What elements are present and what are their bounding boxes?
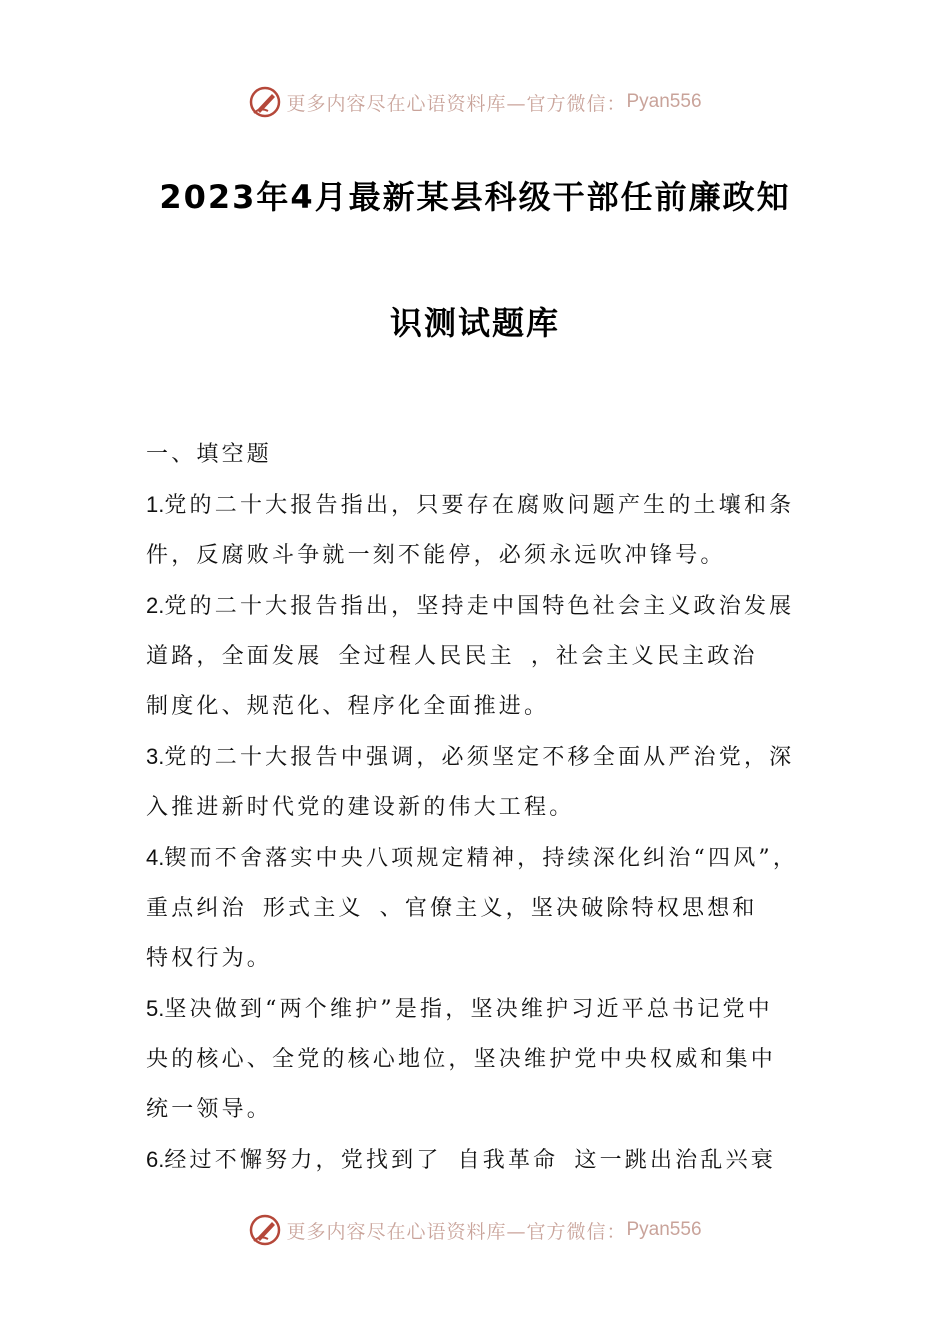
banner-wechat-id: Pyan556: [626, 1219, 702, 1240]
section-heading: 一、填空题: [146, 442, 273, 467]
pen-logo-icon: [248, 1213, 282, 1247]
banner-text: 更多内容尽在心语资料库—官方微信：: [286, 1220, 627, 1243]
question-number: 4.: [146, 845, 165, 870]
question-5: [146, 984, 826, 1035]
question-text: 党的二十大报告指出，坚持走中国特色社会主义政治发展: [164, 594, 795, 619]
question-text: 党的二十大报告中强调，必须坚定不移全面从严治党，深: [164, 745, 795, 770]
question-2-cont2: 制度化、规范化、程序化全面推进。: [146, 694, 550, 719]
pen-logo-icon: [248, 85, 282, 119]
question-2-cont: [146, 632, 826, 682]
question-text: 锲而不舍落实中央八项规定精神，持续深化纠治“四风”，: [164, 846, 799, 871]
question-text: 这一跳出治乱兴衰: [574, 1148, 776, 1173]
footer-banner: [0, 1210, 950, 1250]
question-3: [146, 732, 826, 783]
question-number: 6.: [146, 1147, 165, 1172]
answer-blank: 形式主义: [262, 896, 364, 921]
question-4: [146, 833, 826, 884]
question-number: 3.: [146, 744, 165, 769]
document-title-line2: 识测试题库: [389, 304, 560, 342]
question-3-cont: 入推进新时代党的建设新的伟大工程。: [146, 795, 575, 820]
answer-blank: 自我革命: [457, 1148, 559, 1173]
banner-text: 更多内容尽在心语资料库—官方微信：: [286, 92, 627, 115]
question-4-cont2: 特权行为。: [146, 946, 273, 971]
question-number: 2.: [146, 593, 165, 618]
question-5-cont: 央的核心、全党的核心地位，坚决维护党中央权威和集中: [146, 1047, 777, 1072]
question-text: 经过不懈努力，党找到了: [164, 1148, 442, 1173]
question-4-cont: [146, 884, 826, 934]
question-text: 重点纠治: [146, 896, 247, 921]
question-number: 5.: [146, 996, 165, 1021]
document-body: [146, 430, 826, 1186]
document-title-line1: 2023年4月最新某县科级干部任前廉政知: [159, 178, 791, 216]
question-number: 1.: [146, 492, 165, 517]
question-6: [146, 1135, 826, 1186]
answer-blank: 全过程人民民主: [338, 644, 515, 669]
banner-wechat-id: Pyan556: [626, 91, 702, 112]
question-1: [146, 480, 826, 531]
question-text: 、官僚主义，坚决破除特权思想和: [379, 896, 758, 921]
question-text: ，社会主义民主政治: [530, 644, 758, 669]
question-text: 坚决做到“两个维护”是指，坚决维护习近平总书记党中: [164, 997, 773, 1022]
header-banner: [0, 82, 950, 122]
question-text: 道路，全面发展: [146, 644, 323, 669]
question-5-cont2: 统一领导。: [146, 1097, 273, 1122]
question-2: [146, 581, 826, 632]
question-1-cont: 件，反腐败斗争就一刻不能停，必须永远吹冲锋号。: [146, 543, 726, 568]
question-text: 党的二十大报告指出，只要存在腐败问题产生的土壤和条: [164, 493, 795, 518]
